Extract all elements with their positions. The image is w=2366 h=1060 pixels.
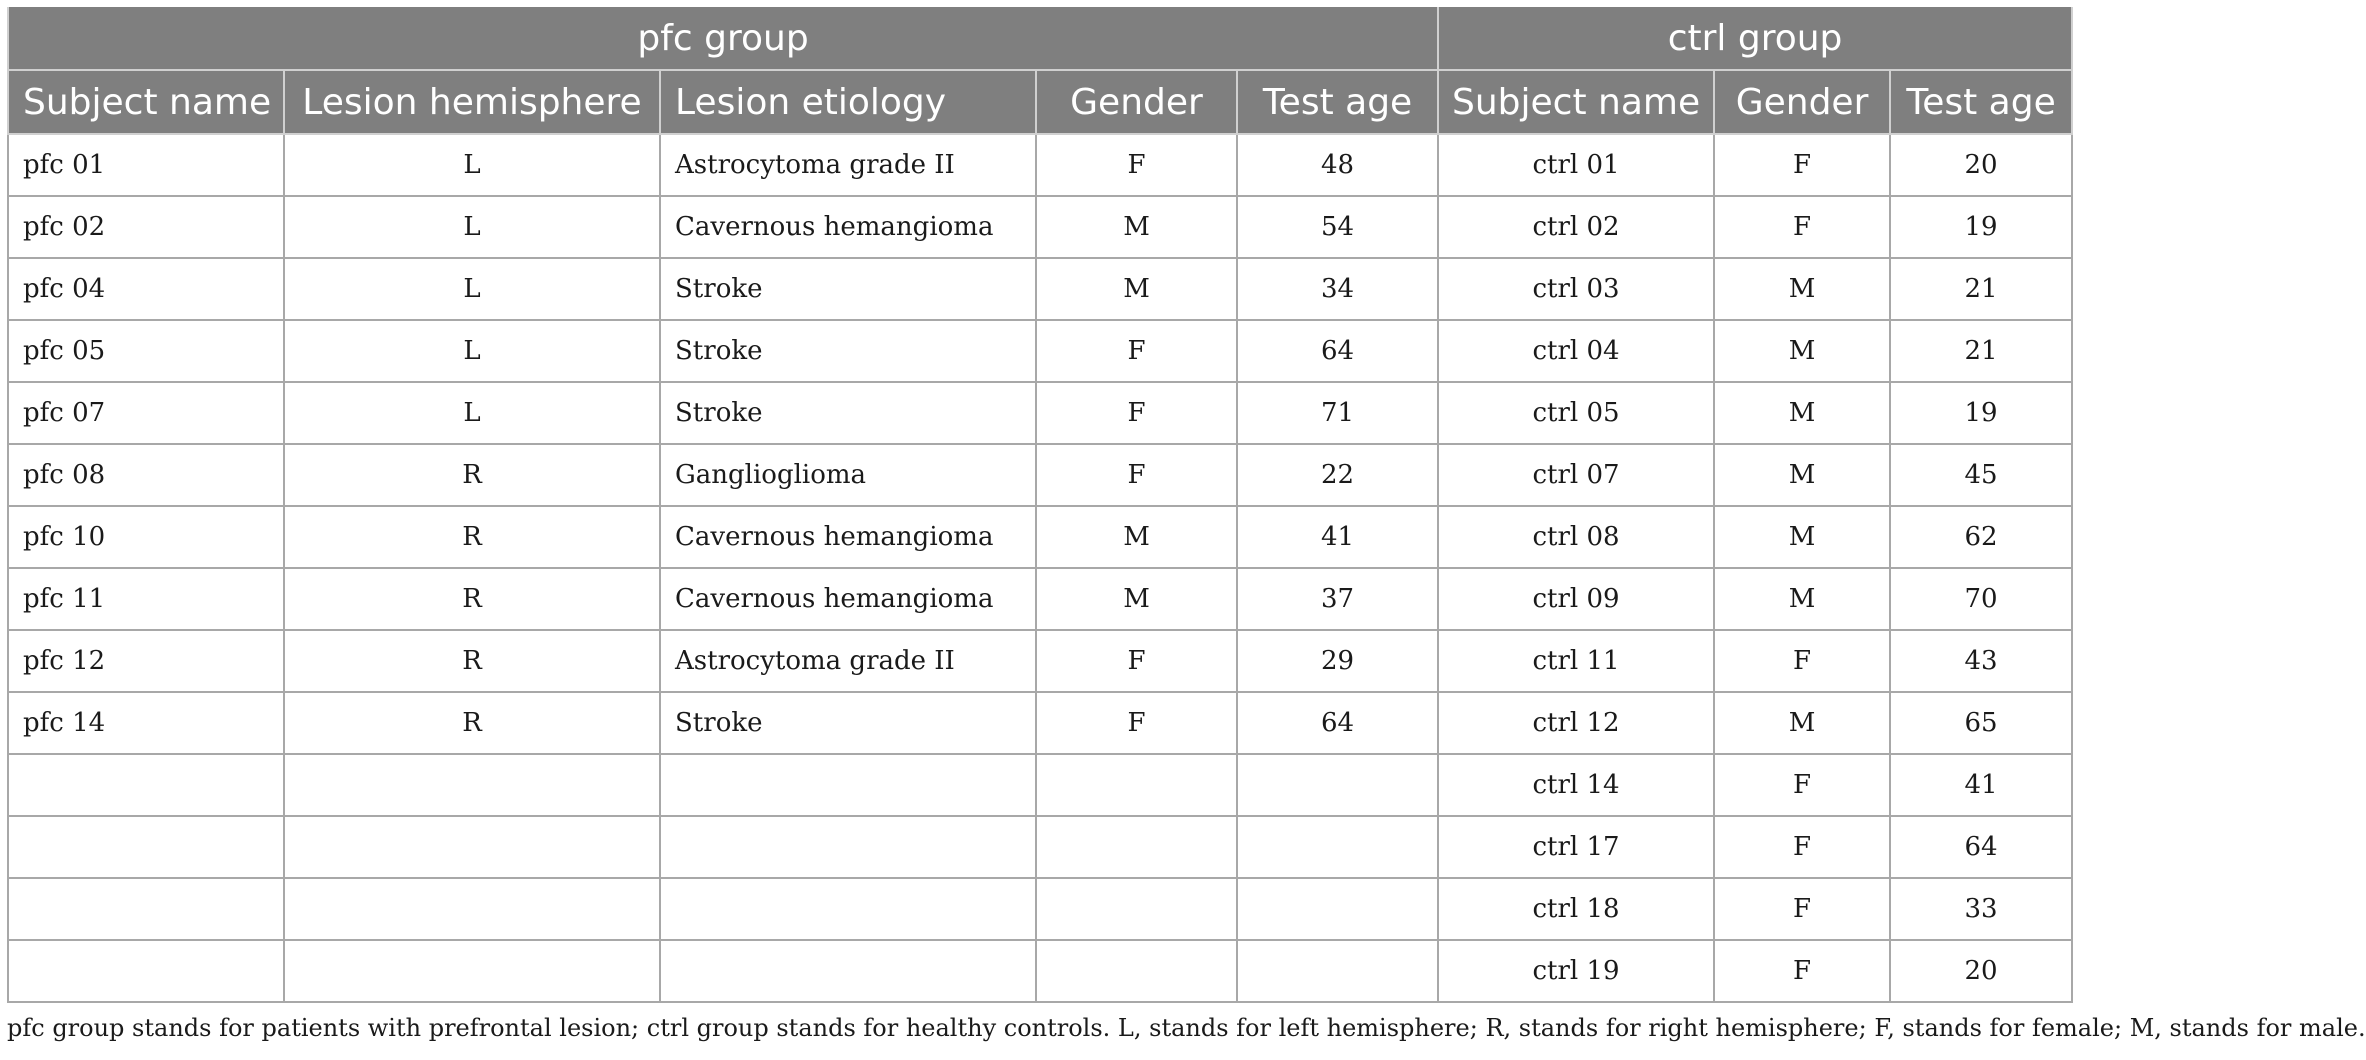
- ctrl-subject-name-cell: ctrl 07: [1438, 444, 1714, 506]
- ctrl-gender-cell: M: [1714, 444, 1890, 506]
- pfc-subject-name-cell: pfc 07: [8, 382, 284, 444]
- table-footnote: pfc group stands for patients with prefrontal lesion; ctrl group stands for healthy controls. L, stands for left hemisphere; R, stands for right hemisphere; F, stands for female; M, stands for male.: [7, 1014, 2366, 1042]
- lesion-etiology-cell: Cavernous hemangioma: [660, 196, 1036, 258]
- pfc-gender-cell: M: [1036, 196, 1237, 258]
- ctrl-test-age-cell: 33: [1890, 878, 2072, 940]
- ctrl-test-age-cell: 19: [1890, 382, 2072, 444]
- pfc-gender-cell: F: [1036, 630, 1237, 692]
- lesion-hemisphere-cell: L: [284, 258, 660, 320]
- ctrl-subject-name-cell: ctrl 02: [1438, 196, 1714, 258]
- ctrl-test-age-cell: 21: [1890, 320, 2072, 382]
- pfc-group-header: pfc group: [8, 7, 1438, 70]
- ctrl-subject-name-cell: ctrl 09: [1438, 568, 1714, 630]
- ctrl-subject-name-cell: ctrl 19: [1438, 940, 1714, 1002]
- lesion-hemisphere-cell: L: [284, 382, 660, 444]
- pfc-subject-name-cell: pfc 11: [8, 568, 284, 630]
- table-row: [8, 444, 2072, 506]
- table-row: [8, 878, 2072, 940]
- lesion-hemisphere-cell: R: [284, 568, 660, 630]
- table-row: [8, 196, 2072, 258]
- ctrl-test-age-cell: 70: [1890, 568, 2072, 630]
- pfc-test-age-cell: 37: [1237, 568, 1438, 630]
- table-row: [8, 692, 2072, 754]
- ctrl-subject-name-cell: ctrl 14: [1438, 754, 1714, 816]
- pfc-test-age-cell: 34: [1237, 258, 1438, 320]
- table-row: [8, 134, 2072, 196]
- pfc-test-age-cell: 41: [1237, 506, 1438, 568]
- lesion-etiology-cell: Astrocytoma grade II: [660, 630, 1036, 692]
- lesion-hemisphere-cell: R: [284, 444, 660, 506]
- table-row: [8, 568, 2072, 630]
- pfc-gender-cell: M: [1036, 568, 1237, 630]
- lesion-etiology-cell: [660, 878, 1036, 940]
- ctrl-group-header: ctrl group: [1438, 7, 2072, 70]
- lesion-hemisphere-cell: L: [284, 320, 660, 382]
- pfc-test-age-cell: [1237, 940, 1438, 1002]
- ctrl-gender-cell: M: [1714, 568, 1890, 630]
- lesion-etiology-cell: [660, 754, 1036, 816]
- header-pfc-gender: Gender: [1036, 70, 1237, 134]
- pfc-subject-name-cell: pfc 14: [8, 692, 284, 754]
- pfc-test-age-cell: 64: [1237, 320, 1438, 382]
- pfc-subject-name-cell: pfc 05: [8, 320, 284, 382]
- header-lesion-hemisphere: Lesion hemisphere: [284, 70, 660, 134]
- pfc-gender-cell: [1036, 754, 1237, 816]
- ctrl-test-age-cell: 43: [1890, 630, 2072, 692]
- lesion-hemisphere-cell: R: [284, 506, 660, 568]
- lesion-hemisphere-cell: [284, 940, 660, 1002]
- header-ctrl-subject-name: Subject name: [1438, 70, 1714, 134]
- pfc-subject-name-cell: [8, 816, 284, 878]
- ctrl-subject-name-cell: ctrl 11: [1438, 630, 1714, 692]
- ctrl-subject-name-cell: ctrl 12: [1438, 692, 1714, 754]
- pfc-gender-cell: [1036, 940, 1237, 1002]
- pfc-subject-name-cell: pfc 10: [8, 506, 284, 568]
- ctrl-test-age-cell: 65: [1890, 692, 2072, 754]
- lesion-etiology-cell: Cavernous hemangioma: [660, 506, 1036, 568]
- ctrl-gender-cell: F: [1714, 878, 1890, 940]
- ctrl-subject-name-cell: ctrl 05: [1438, 382, 1714, 444]
- subjects-table-wrapper: [7, 7, 2071, 1003]
- ctrl-gender-cell: M: [1714, 320, 1890, 382]
- pfc-gender-cell: F: [1036, 320, 1237, 382]
- pfc-test-age-cell: [1237, 816, 1438, 878]
- header-ctrl-test-age: Test age: [1890, 70, 2072, 134]
- ctrl-gender-cell: F: [1714, 134, 1890, 196]
- header-lesion-etiology: Lesion etiology: [660, 70, 1036, 134]
- pfc-test-age-cell: [1237, 878, 1438, 940]
- pfc-test-age-cell: [1237, 754, 1438, 816]
- table-row: [8, 382, 2072, 444]
- column-header-row: [8, 70, 2072, 134]
- ctrl-test-age-cell: 19: [1890, 196, 2072, 258]
- ctrl-subject-name-cell: ctrl 01: [1438, 134, 1714, 196]
- ctrl-gender-cell: M: [1714, 692, 1890, 754]
- pfc-subject-name-cell: pfc 01: [8, 134, 284, 196]
- ctrl-gender-cell: F: [1714, 196, 1890, 258]
- ctrl-gender-cell: F: [1714, 816, 1890, 878]
- ctrl-test-age-cell: 62: [1890, 506, 2072, 568]
- lesion-etiology-cell: [660, 940, 1036, 1002]
- pfc-gender-cell: F: [1036, 692, 1237, 754]
- pfc-gender-cell: M: [1036, 506, 1237, 568]
- table-row: [8, 630, 2072, 692]
- pfc-subject-name-cell: pfc 08: [8, 444, 284, 506]
- lesion-hemisphere-cell: R: [284, 692, 660, 754]
- pfc-subject-name-cell: [8, 754, 284, 816]
- lesion-etiology-cell: Cavernous hemangioma: [660, 568, 1036, 630]
- ctrl-gender-cell: F: [1714, 754, 1890, 816]
- lesion-etiology-cell: [660, 816, 1036, 878]
- pfc-test-age-cell: 54: [1237, 196, 1438, 258]
- lesion-etiology-cell: Ganglioglioma: [660, 444, 1036, 506]
- header-pfc-test-age: Test age: [1237, 70, 1438, 134]
- ctrl-test-age-cell: 21: [1890, 258, 2072, 320]
- pfc-test-age-cell: 64: [1237, 692, 1438, 754]
- lesion-hemisphere-cell: [284, 878, 660, 940]
- pfc-subject-name-cell: [8, 940, 284, 1002]
- ctrl-gender-cell: M: [1714, 506, 1890, 568]
- table-row: [8, 506, 2072, 568]
- pfc-subject-name-cell: pfc 04: [8, 258, 284, 320]
- table-row: [8, 754, 2072, 816]
- ctrl-gender-cell: M: [1714, 382, 1890, 444]
- lesion-etiology-cell: Stroke: [660, 320, 1036, 382]
- pfc-gender-cell: M: [1036, 258, 1237, 320]
- pfc-subject-name-cell: [8, 878, 284, 940]
- group-header-row: [8, 7, 2072, 70]
- pfc-gender-cell: [1036, 878, 1237, 940]
- lesion-hemisphere-cell: L: [284, 196, 660, 258]
- table-row: [8, 258, 2072, 320]
- ctrl-test-age-cell: 41: [1890, 754, 2072, 816]
- lesion-hemisphere-cell: L: [284, 134, 660, 196]
- lesion-etiology-cell: Stroke: [660, 258, 1036, 320]
- ctrl-test-age-cell: 20: [1890, 134, 2072, 196]
- pfc-test-age-cell: 71: [1237, 382, 1438, 444]
- ctrl-test-age-cell: 45: [1890, 444, 2072, 506]
- table-body: [8, 134, 2072, 1002]
- pfc-test-age-cell: 48: [1237, 134, 1438, 196]
- pfc-subject-name-cell: pfc 02: [8, 196, 284, 258]
- header-ctrl-gender: Gender: [1714, 70, 1890, 134]
- table-row: [8, 940, 2072, 1002]
- ctrl-gender-cell: F: [1714, 630, 1890, 692]
- lesion-etiology-cell: Stroke: [660, 382, 1036, 444]
- pfc-test-age-cell: 29: [1237, 630, 1438, 692]
- ctrl-subject-name-cell: ctrl 08: [1438, 506, 1714, 568]
- ctrl-gender-cell: F: [1714, 940, 1890, 1002]
- ctrl-test-age-cell: 20: [1890, 940, 2072, 1002]
- pfc-gender-cell: F: [1036, 382, 1237, 444]
- pfc-gender-cell: F: [1036, 134, 1237, 196]
- table-row: [8, 320, 2072, 382]
- header-pfc-subject-name: Subject name: [8, 70, 284, 134]
- pfc-gender-cell: F: [1036, 444, 1237, 506]
- subjects-table: [7, 7, 2073, 1003]
- ctrl-subject-name-cell: ctrl 17: [1438, 816, 1714, 878]
- ctrl-subject-name-cell: ctrl 18: [1438, 878, 1714, 940]
- lesion-hemisphere-cell: [284, 754, 660, 816]
- lesion-hemisphere-cell: [284, 816, 660, 878]
- lesion-hemisphere-cell: R: [284, 630, 660, 692]
- ctrl-test-age-cell: 64: [1890, 816, 2072, 878]
- pfc-test-age-cell: 22: [1237, 444, 1438, 506]
- ctrl-gender-cell: M: [1714, 258, 1890, 320]
- lesion-etiology-cell: Stroke: [660, 692, 1036, 754]
- pfc-subject-name-cell: pfc 12: [8, 630, 284, 692]
- lesion-etiology-cell: Astrocytoma grade II: [660, 134, 1036, 196]
- pfc-gender-cell: [1036, 816, 1237, 878]
- ctrl-subject-name-cell: ctrl 04: [1438, 320, 1714, 382]
- ctrl-subject-name-cell: ctrl 03: [1438, 258, 1714, 320]
- table-row: [8, 816, 2072, 878]
